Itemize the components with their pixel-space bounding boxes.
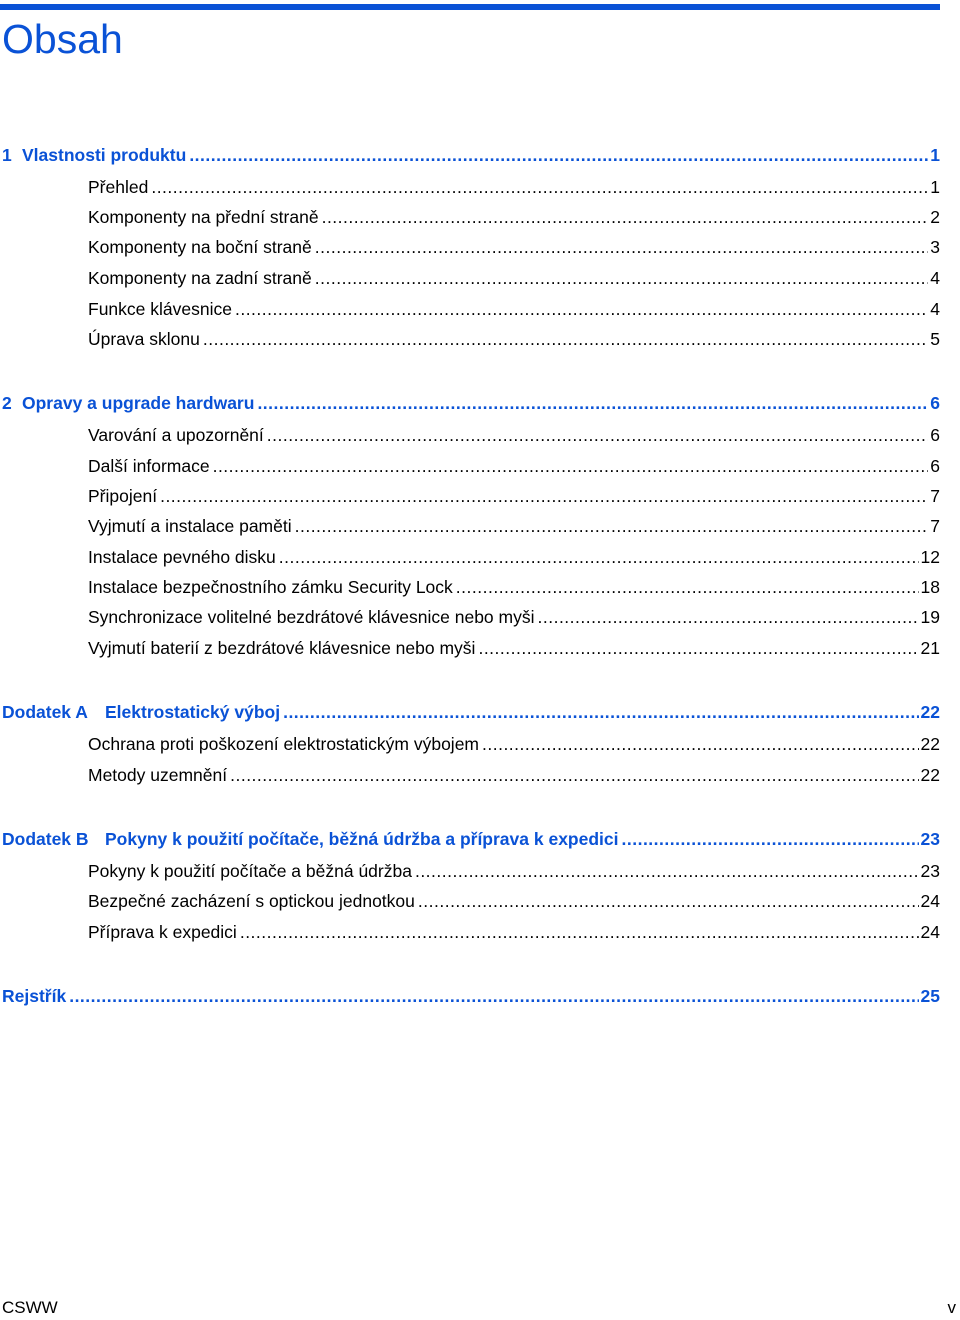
toc-entry-page: 7 (930, 486, 940, 506)
toc-entry-title: Úprava sklonu (88, 329, 200, 349)
dot-leader (257, 391, 928, 415)
toc-entry-page: 25 (920, 986, 940, 1006)
toc-section-entry[interactable] (88, 514, 940, 538)
dot-leader (69, 984, 918, 1008)
dot-leader (295, 514, 928, 538)
toc-entry-page: 22 (920, 702, 940, 722)
toc-entry-page: 1 (930, 145, 940, 165)
toc-entry-title: Funkce klávesnice (88, 299, 232, 319)
dot-leader (478, 636, 918, 660)
toc-section-entry[interactable] (88, 297, 940, 321)
dot-leader (283, 700, 918, 724)
toc-entry-title: Elektrostatický výboj (105, 702, 281, 722)
dot-leader (622, 827, 919, 851)
toc-entry-page: 24 (920, 891, 940, 911)
toc-section-entry[interactable] (88, 175, 940, 199)
dot-leader (213, 454, 928, 478)
toc-entry-page: 7 (930, 516, 940, 536)
toc-entry-title: Vyjmutí a instalace paměti (88, 516, 292, 536)
dot-leader (267, 423, 928, 447)
toc-section-entry[interactable] (88, 732, 940, 756)
dot-leader (235, 297, 928, 321)
toc-entry-title: Synchronizace volitelné bezdrátové klávesnice nebo myši (88, 607, 535, 627)
toc-entry-title: Přehled (88, 177, 149, 197)
toc-entry-page: 12 (920, 547, 940, 567)
toc-entry-title: Komponenty na boční straně (88, 237, 312, 257)
toc-chapter-entry[interactable] (2, 391, 940, 415)
page-title: Obsah (2, 16, 123, 62)
toc-section-entry[interactable] (88, 605, 940, 629)
dot-leader (315, 266, 928, 290)
toc-entry-title: Varování a upozornění (88, 425, 264, 445)
toc-entry-title: Instalace pevného disku (88, 547, 276, 567)
toc-entry-title: Vlastnosti produktu (22, 145, 187, 165)
toc-section-entry[interactable] (88, 920, 940, 944)
toc-entry-title: Ochrana proti poškození elektrostatickým výbojem (88, 734, 479, 754)
toc-entry-title: Připojení (88, 486, 158, 506)
toc-section-entry[interactable] (88, 763, 940, 787)
dot-leader (415, 859, 919, 883)
toc-section-entry[interactable] (88, 889, 940, 913)
toc-entry-page: 1 (930, 177, 940, 197)
toc-entry-page: 21 (920, 638, 940, 658)
dot-leader (322, 205, 928, 229)
toc-section-entry[interactable] (88, 266, 940, 290)
toc-entry-title: Komponenty na zadní straně (88, 268, 312, 288)
toc-entry-title: Opravy a upgrade hardwaru (22, 393, 255, 413)
dot-leader (189, 143, 928, 167)
dot-leader (315, 235, 928, 259)
toc-section-entry[interactable] (88, 859, 940, 883)
toc-section-entry[interactable] (88, 636, 940, 660)
toc-section-entry[interactable] (88, 235, 940, 259)
toc-section-entry[interactable] (88, 454, 940, 478)
toc-chapter-entry[interactable] (2, 700, 940, 724)
dot-leader (456, 575, 919, 599)
toc-entry-title: Příprava k expedici (88, 922, 237, 942)
toc-entry-page: 6 (930, 425, 940, 445)
dot-leader (418, 889, 919, 913)
toc-entry-page: 4 (930, 299, 940, 319)
toc-chapter-entry[interactable] (2, 143, 940, 167)
toc-entry-page: 6 (930, 456, 940, 476)
dot-leader (151, 175, 928, 199)
dot-leader (230, 763, 918, 787)
dot-leader (279, 545, 919, 569)
toc-section-entry[interactable] (88, 484, 940, 508)
toc-section-entry[interactable] (88, 545, 940, 569)
toc-entry-page: 22 (920, 734, 940, 754)
dot-leader (482, 732, 919, 756)
toc-entry-title: Bezpečné zacházení s optickou jednotkou (88, 891, 415, 911)
toc-entry-title: Komponenty na přední straně (88, 207, 319, 227)
toc-entry-page: 5 (930, 329, 940, 349)
footer-label: CSWW (2, 1298, 58, 1317)
toc-entry-title: Rejstřík (2, 986, 67, 1006)
toc-entry-title: Vyjmutí baterií z bezdrátové klávesnice nebo myši (88, 638, 476, 658)
toc-entry-page: 24 (920, 922, 940, 942)
page-number: v (947, 1298, 956, 1317)
toc-entry-title: Pokyny k použití počítače a běžná údržba (88, 861, 412, 881)
toc-section-entry[interactable] (88, 327, 940, 351)
toc-entry-title: Metody uzemnění (88, 765, 228, 785)
toc-section-entry[interactable] (88, 575, 940, 599)
toc-entry-page: 22 (920, 765, 940, 785)
toc-entry-number: 2 (2, 393, 12, 413)
toc-chapter-entry[interactable] (2, 827, 940, 851)
toc-entry-number: 1 (2, 145, 12, 165)
toc-entry-page: 4 (930, 268, 940, 288)
toc-section-entry[interactable] (88, 205, 940, 229)
toc-entry-page: 18 (920, 577, 940, 597)
toc-entry-page: 23 (920, 861, 940, 881)
toc-section-entry[interactable] (88, 423, 940, 447)
toc-entry-title: Instalace bezpečnostního zámku Security Lock (88, 577, 453, 597)
dot-leader (240, 920, 919, 944)
dot-leader (160, 484, 928, 508)
toc-entry-page: 3 (930, 237, 940, 257)
toc-entry-title: Další informace (88, 456, 210, 476)
toc-entry-page: 2 (930, 207, 940, 227)
toc-chapter-entry[interactable] (2, 984, 940, 1008)
dot-leader (203, 327, 928, 351)
dot-leader (538, 605, 919, 629)
toc-entry-page: 23 (920, 829, 940, 849)
header-rule (0, 4, 940, 10)
toc-entry-page: 19 (920, 607, 940, 627)
toc-entry-number: Dodatek B (2, 829, 89, 849)
toc-entry-page: 6 (930, 393, 940, 413)
toc-entry-number: Dodatek A (2, 702, 88, 722)
toc-entry-title: Pokyny k použití počítače, běžná údržba a příprava k expedici (105, 829, 619, 849)
